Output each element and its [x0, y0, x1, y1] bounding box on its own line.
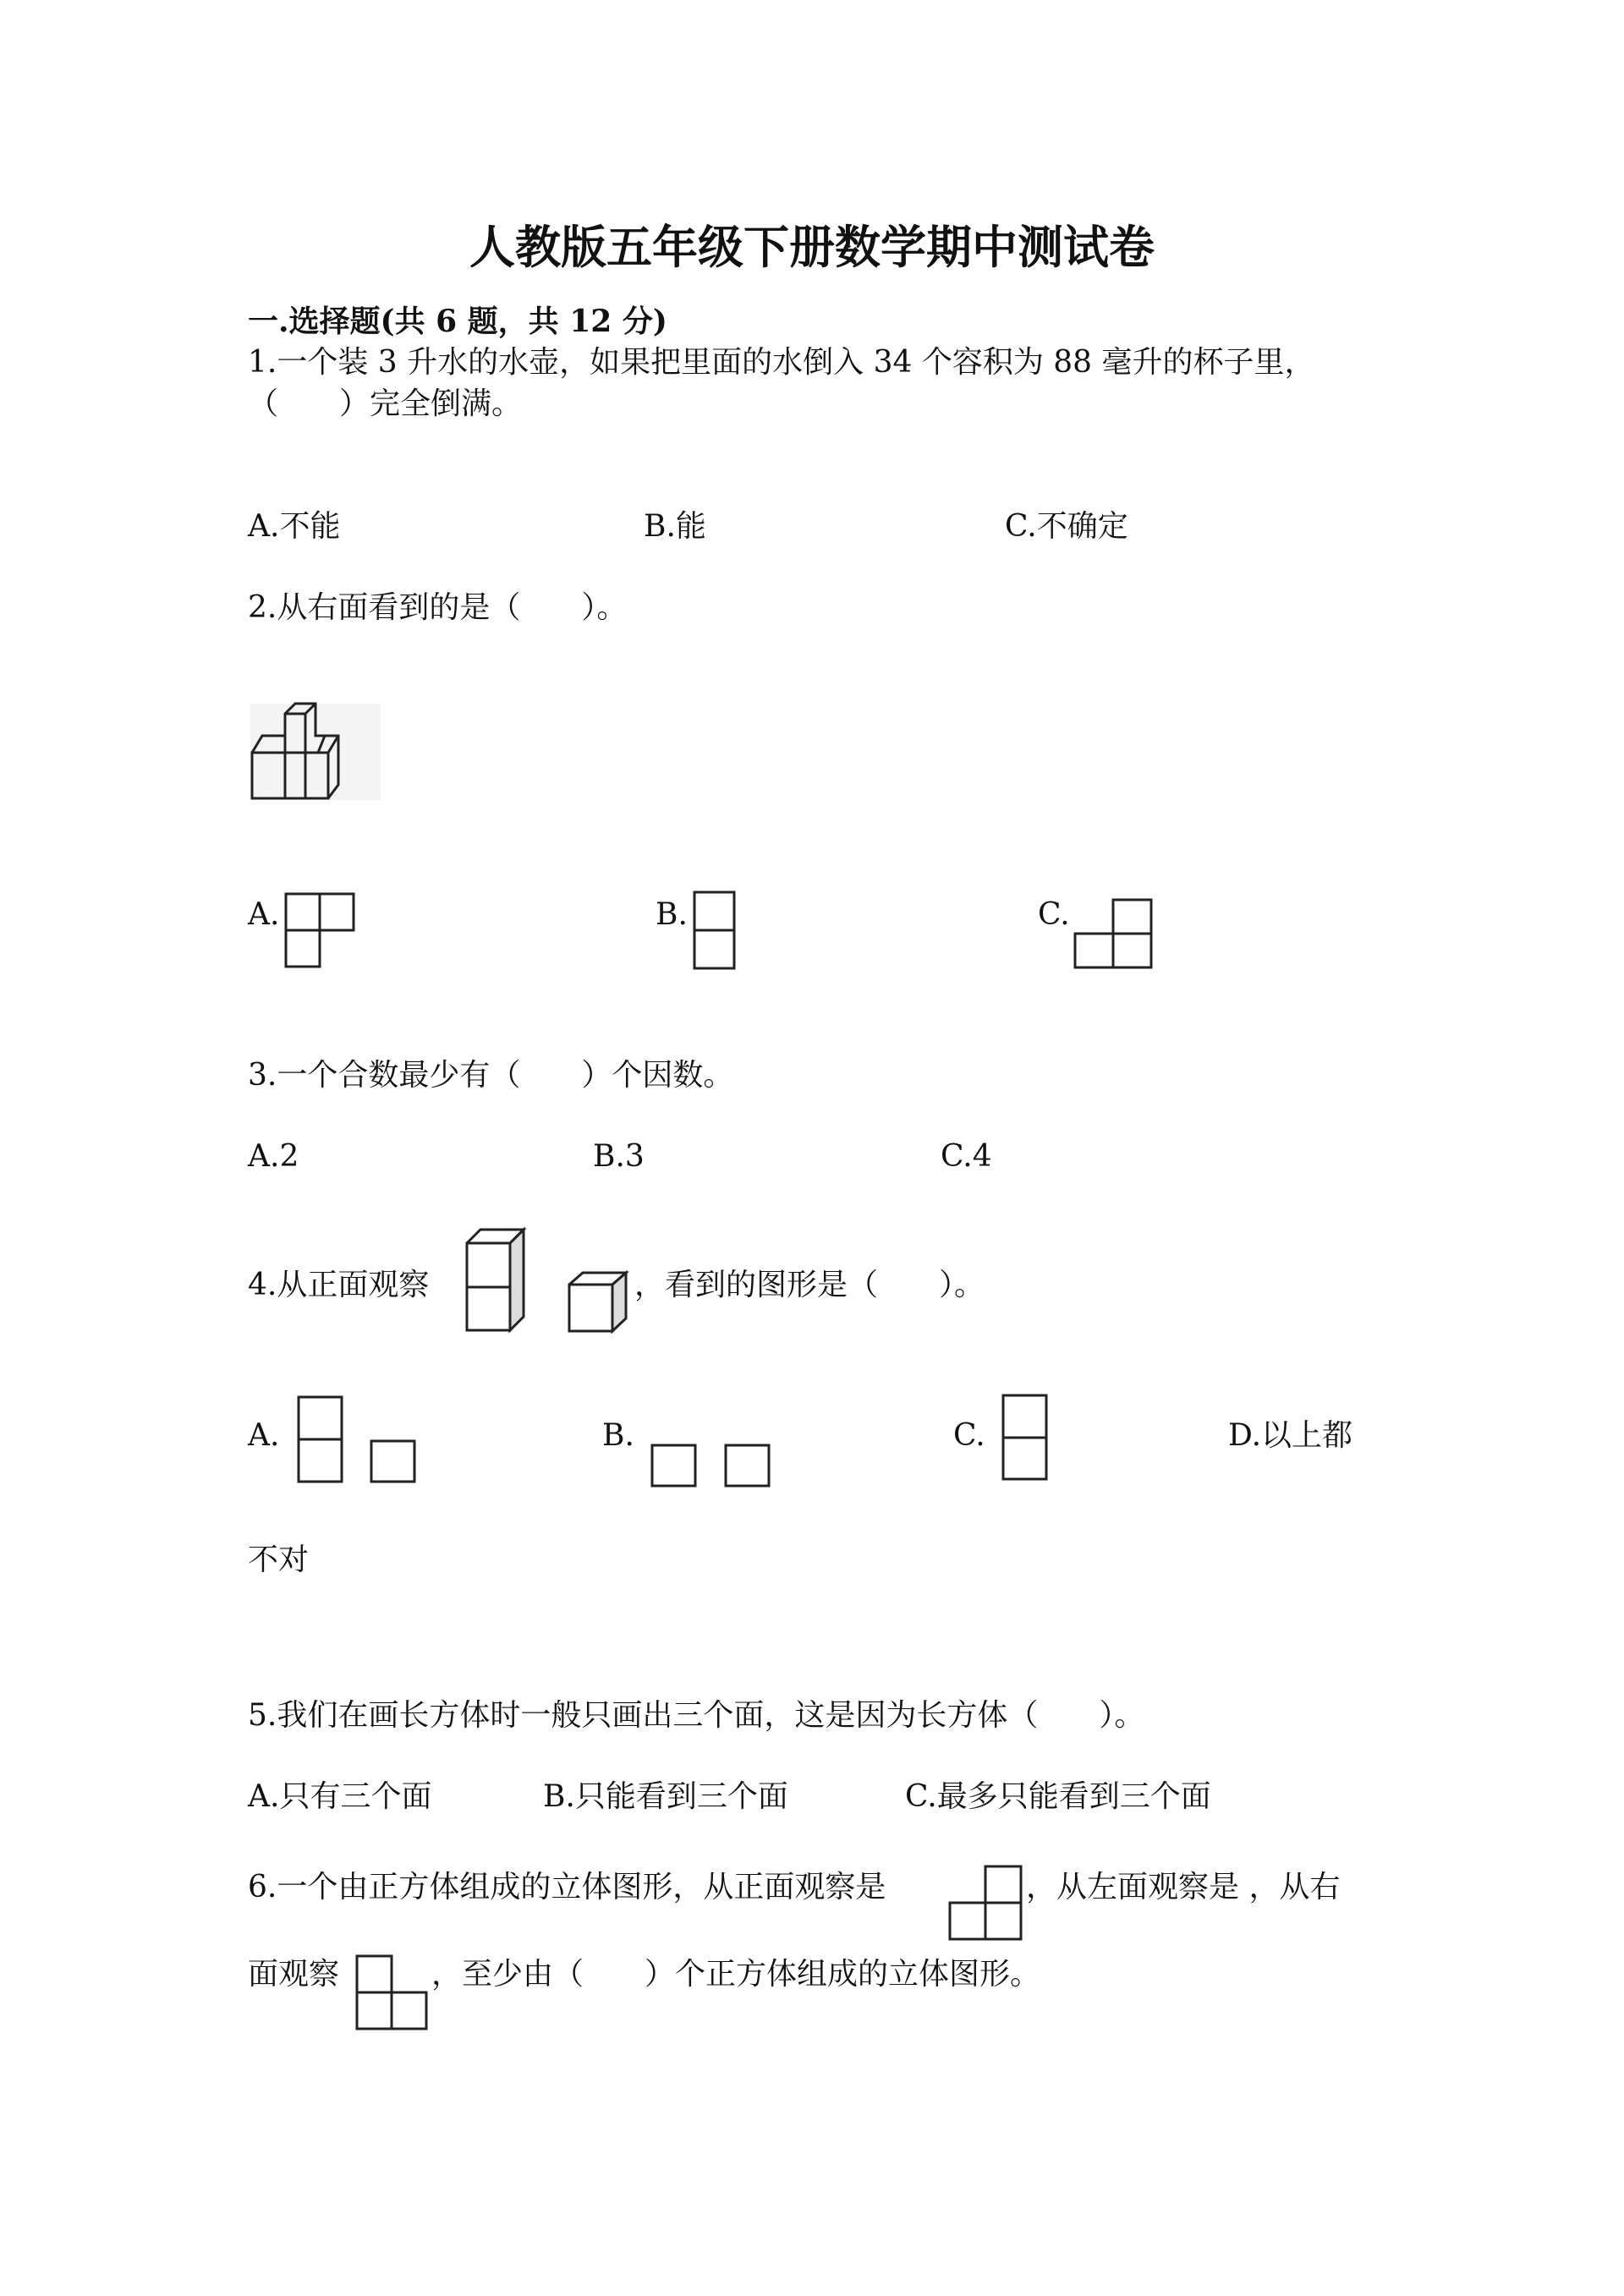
section-heading: 一.选择题(共 6 题，共 12 分) — [248, 304, 667, 339]
q2-text: 2.从右面看到的是（ ）。 — [248, 590, 628, 625]
q2-option-c[interactable]: C. — [1038, 897, 1070, 932]
q2-option-a[interactable]: A. — [248, 897, 280, 932]
q5-option-a[interactable]: A.只有三个面 — [248, 1779, 432, 1814]
q4-stacked-cubes-figure — [466, 1229, 527, 1332]
q3-text: 3.一个合数最少有（ ）个因数。 — [248, 1058, 734, 1093]
q4-option-d-wrap[interactable]: 不对 — [248, 1543, 310, 1577]
q3-option-b[interactable]: B.3 — [593, 1139, 645, 1174]
q4-option-c[interactable]: C. — [953, 1418, 985, 1453]
page-title: 人教版五年级下册数学期中测试卷 — [469, 220, 1155, 274]
q6-front-view-figure — [949, 1866, 1023, 1940]
q4-option-c-figure[interactable] — [1002, 1395, 1047, 1480]
q1-option-c[interactable]: C.不确定 — [1005, 509, 1128, 544]
q2-option-b[interactable]: B. — [656, 897, 688, 932]
q4-option-a-figure[interactable] — [298, 1396, 416, 1482]
q4-option-b-figure[interactable] — [651, 1444, 770, 1487]
q5-option-c[interactable]: C.最多只能看到三个面 — [905, 1779, 1211, 1814]
q4-option-d[interactable]: D.以上都 — [1228, 1418, 1353, 1453]
q1-option-a[interactable]: A.不能 — [248, 509, 341, 544]
q6-right-view-figure — [356, 1955, 428, 2030]
q6-text-line2-cont: ，至少由（ ）个正方体组成的立体图形。 — [431, 1957, 1041, 1992]
q4-text-cont: ，看到的图形是（ ）。 — [634, 1268, 985, 1302]
q2-option-b-figure[interactable] — [694, 891, 736, 969]
q1-option-b[interactable]: B.能 — [644, 509, 706, 544]
q5-text: 5.我们在画长方体时一般只画出三个面，这是因为长方体（ ）。 — [248, 1698, 1145, 1733]
q2-option-a-figure[interactable] — [285, 893, 354, 967]
q4-option-a[interactable]: A. — [248, 1418, 280, 1453]
q6-text-cont: ，从左面观察是 ，从右 — [1026, 1870, 1341, 1904]
q6-text: 6.一个由正方体组成的立体图形，从正面观察是 — [248, 1870, 886, 1904]
q2-option-c-figure[interactable] — [1074, 899, 1152, 968]
q3-option-c[interactable]: C.4 — [941, 1139, 992, 1174]
q4-text: 4.从正面观察 — [248, 1268, 430, 1302]
q3-option-a[interactable]: A.2 — [248, 1139, 299, 1174]
q4-single-cube-figure — [568, 1272, 629, 1333]
q2-cube-stack-figure — [250, 704, 381, 800]
q1-text: 1.一个装 3 升水的水壶，如果把里面的水倒入 34 个容积为 88 毫升的杯子里， — [248, 345, 1315, 380]
q6-text-line2: 面观察 — [248, 1957, 340, 1992]
q1-text-cont: （ ）完全倒满。 — [248, 386, 523, 421]
q5-option-b[interactable]: B.只能看到三个面 — [543, 1779, 788, 1814]
q4-option-b[interactable]: B. — [602, 1418, 634, 1453]
